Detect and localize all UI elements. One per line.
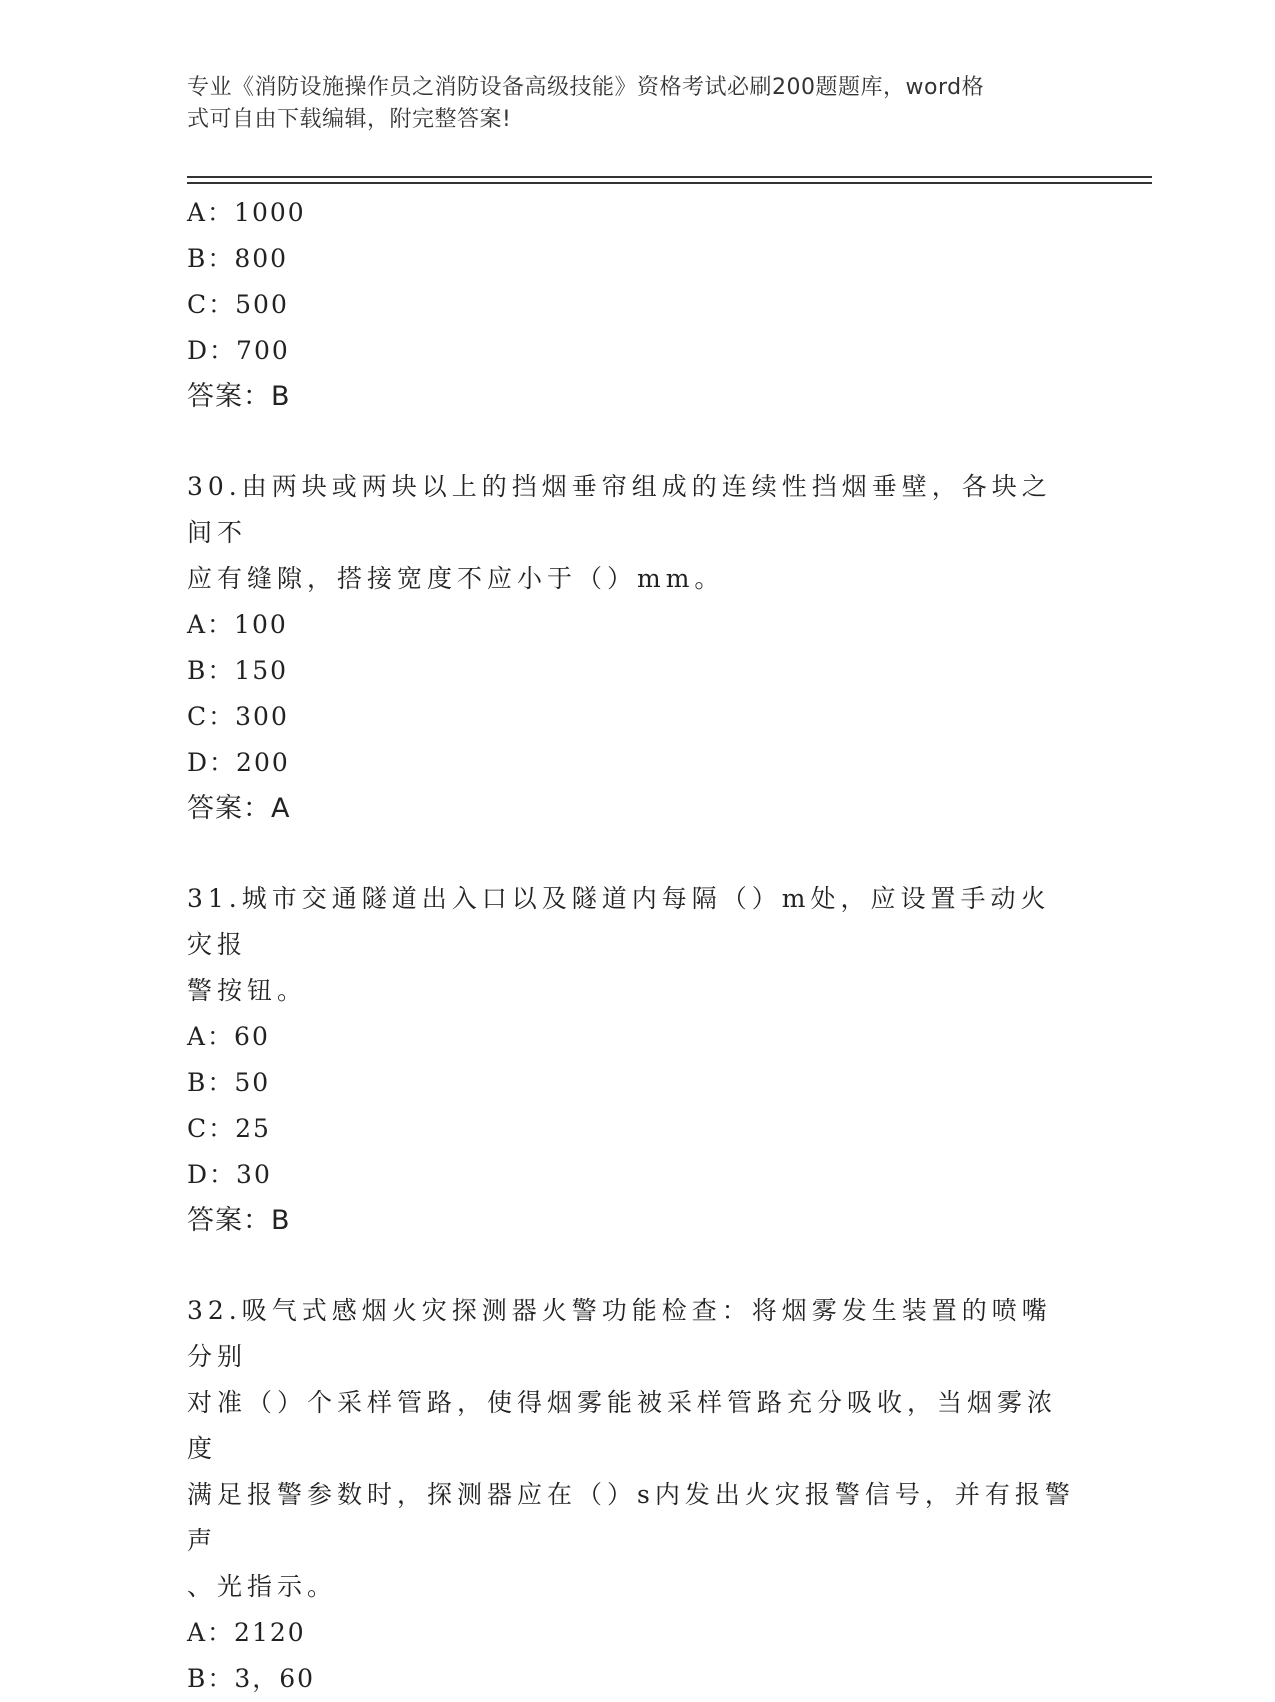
question-text-line: 32.吸气式感烟火灾探测器火警功能检查：将烟雾发生装置的喷嘴分别 — [187, 1296, 1052, 1371]
question-text-line: 满足报警参数时，探测器应在（）s内发出火灾报警信号，并有报警声 — [187, 1480, 1075, 1555]
header-divider-bottom — [187, 182, 1152, 184]
question-29-tail — [187, 190, 1077, 420]
answer-line: 答案：B — [187, 1205, 291, 1236]
answer-line: 答案：B — [187, 381, 291, 412]
option-b: B：150 — [187, 656, 289, 685]
question-text-line: 30.由两块或两块以上的挡烟垂帘组成的连续性挡烟垂壁，各块之间不 — [187, 472, 1052, 547]
question-text-line: 31.城市交通隧道出入口以及隧道内每隔（）m处，应设置手动火灾报 — [187, 884, 1051, 959]
question-text — [187, 464, 1077, 602]
question-text-line: 对准（）个采样管路，使得烟雾能被采样管路充分吸收，当烟雾浓度 — [187, 1388, 1058, 1463]
option-d: D：700 — [187, 336, 290, 365]
question-text-line: 、光指示。 — [187, 1572, 338, 1601]
question-text-line: 应有缝隙，搭接宽度不应小于（）mm。 — [187, 564, 725, 593]
question-list — [187, 190, 1077, 1702]
option-b: B：800 — [187, 244, 289, 273]
question-30 — [187, 464, 1077, 832]
option-a: A：100 — [187, 610, 288, 639]
question-text — [187, 1288, 1077, 1610]
option-c: C：300 — [187, 702, 289, 731]
option-c: C：25 — [187, 1114, 271, 1143]
question-32 — [187, 1288, 1077, 1702]
answer-line: 答案：A — [187, 793, 291, 824]
option-a: A：1000 — [187, 198, 306, 227]
document-header — [187, 72, 1067, 136]
option-b: B：3，60 — [187, 1664, 316, 1693]
option-b: B：50 — [187, 1068, 271, 1097]
header-line-2: 式可自由下载编辑，附完整答案! — [187, 107, 512, 132]
option-a: A：60 — [187, 1022, 270, 1051]
option-d: D：30 — [187, 1160, 272, 1189]
header-divider-top — [187, 176, 1152, 178]
question-text-line: 警按钮。 — [187, 976, 308, 1005]
header-line-1: 专业《消防设施操作员之消防设备高级技能》资格考试必刷200题题库，word格 — [187, 75, 985, 100]
question-31 — [187, 876, 1077, 1244]
option-c: C：500 — [187, 290, 289, 319]
option-a: A：2120 — [187, 1618, 306, 1647]
question-text — [187, 876, 1077, 1014]
option-d: D：200 — [187, 748, 290, 777]
